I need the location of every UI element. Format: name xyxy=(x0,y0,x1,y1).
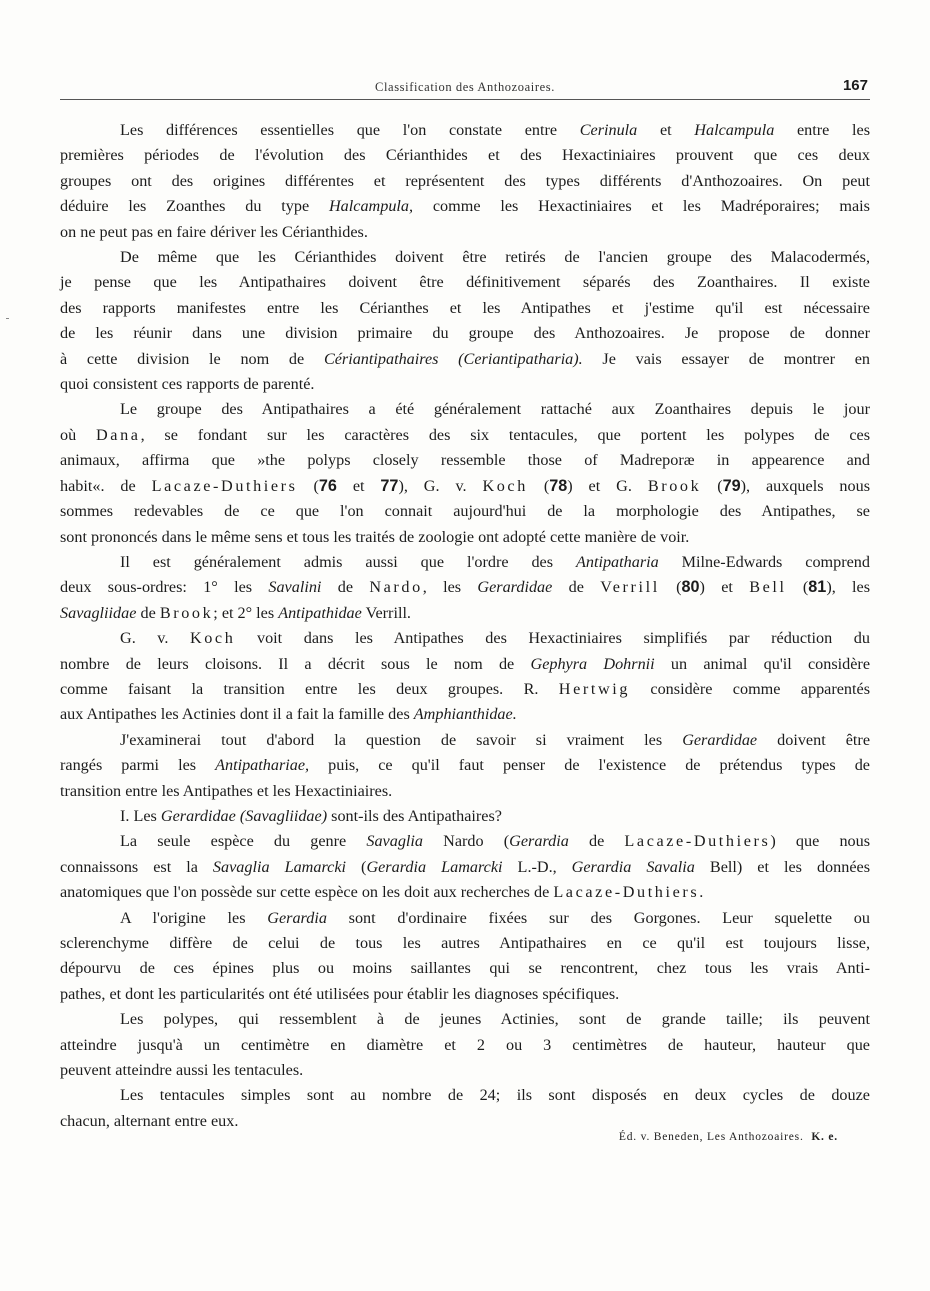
text-line xyxy=(60,296,870,321)
text-run: ) et G. xyxy=(567,476,648,495)
text-line xyxy=(60,906,870,931)
text-line xyxy=(60,702,870,727)
text-line xyxy=(60,829,870,854)
text-run: où xyxy=(60,425,96,444)
text-run: ), les xyxy=(826,578,871,597)
text-run: , se fondant sur les caractères des six tentacules, que portent les polypes de ces xyxy=(140,425,870,444)
text-run: Milne-Edwards comprend xyxy=(658,552,870,571)
text-line xyxy=(60,855,870,880)
author-name: Lacaze-Duthiers xyxy=(624,832,771,851)
text-run: J'examinerai tout d'abord la question de savoir si vraiment les xyxy=(120,730,683,749)
text-run: ), auxquels nous xyxy=(740,476,871,495)
text-run: ( xyxy=(659,578,682,597)
text-run: sommes redevables de ce que l'on connait aujourd'hui de la morphologie des Antipathes, se xyxy=(60,502,870,521)
paragraph xyxy=(60,906,870,1008)
text-line xyxy=(60,880,870,905)
text-run: sont prononcés dans le même sens et tous les traités de zoologie ont adopté cette manière de voir. xyxy=(60,527,690,546)
footer-signature xyxy=(619,1131,838,1143)
text-run: ( xyxy=(297,476,319,495)
italic-term: Savalini xyxy=(268,578,322,597)
italic-term: Halcampula xyxy=(694,121,775,139)
text-line xyxy=(60,448,870,473)
text-line xyxy=(60,1007,870,1032)
text-run: nombre de leurs cloisons. Il a décrit sous le nom de xyxy=(60,654,531,673)
text-line xyxy=(60,321,870,346)
text-line xyxy=(60,245,870,270)
text-run: Les tentacules simples sont au nombre de 24; ils sont disposés en deux cycles de douze xyxy=(120,1086,870,1105)
text-run: déduire les Zoanthes du type xyxy=(60,197,329,216)
text-run: de xyxy=(552,578,601,597)
author-name: Brook xyxy=(647,476,702,495)
italic-term: Cerinula xyxy=(579,121,638,139)
text-run: Verrill. xyxy=(361,603,411,622)
page-number: 167 xyxy=(842,77,868,94)
text-line xyxy=(60,194,870,219)
author-name: Dana xyxy=(96,425,141,444)
text-run: Je vais essayer de montrer en xyxy=(582,349,870,368)
text-run: , les xyxy=(422,578,478,597)
italic-term: Antipathariae, xyxy=(215,756,310,775)
paragraph xyxy=(60,397,870,549)
text-line xyxy=(60,1083,870,1108)
text-run: transition entre les Antipathes et les Hexactiniaires. xyxy=(60,781,393,800)
text-run: et xyxy=(336,476,381,495)
running-header xyxy=(60,79,870,100)
italic-term: Savagliidae xyxy=(60,603,137,622)
text-run: pathes, et dont les particularités ont été utilisées pour établir les diagnoses spécifiques. xyxy=(60,984,620,1003)
text-line xyxy=(60,677,870,702)
text-line xyxy=(60,372,870,397)
paragraph xyxy=(60,550,870,626)
text-run: connaissons est la xyxy=(60,857,213,876)
text-run: de xyxy=(568,832,625,851)
text-run: ( xyxy=(701,476,723,495)
text-run: atteindre jusqu'à un centimètre en diamètre et 2 ou 3 centimètres de hauteur, hauteur que xyxy=(60,1035,870,1054)
text-run: A l'origine les xyxy=(120,908,268,927)
text-run: un animal qu'il considère xyxy=(654,654,871,673)
paragraph xyxy=(60,245,870,397)
text-run: animaux, affirma que »the polyps closely ressemble those of Madreporæ in appearence and xyxy=(60,451,870,470)
text-run: comme les Hexactiniaires et les Madréporaires; mais xyxy=(413,197,870,216)
reference-number: 80 xyxy=(681,578,700,597)
paragraph xyxy=(60,1007,870,1083)
text-run: comme faisant la transition entre les deux groupes. R. xyxy=(60,679,559,698)
italic-term: Gephyra Dohrnii xyxy=(530,654,655,673)
italic-term: Gerardidae xyxy=(682,730,758,749)
text-line xyxy=(60,550,870,575)
author-name: Brook xyxy=(159,603,214,622)
text-run: ) que nous xyxy=(770,832,871,851)
text-run: Les différences essentielles que l'on constate entre xyxy=(120,121,580,139)
reference-number: 79 xyxy=(722,476,741,495)
italic-term: Gerardia Lamarcki xyxy=(366,857,503,876)
text-run: considère comme apparentés xyxy=(630,679,870,698)
running-title: Classification des Anthozoaires. xyxy=(375,80,555,94)
text-run: et xyxy=(637,121,695,139)
text-line xyxy=(60,270,870,295)
text-run: La seule espèce du genre xyxy=(120,832,367,851)
author-name: Verrill xyxy=(600,578,660,597)
text-line xyxy=(60,575,870,600)
text-run: sont d'ordinaire fixées sur des Gorgones. Leur squelette ou xyxy=(326,908,870,927)
text-run: de xyxy=(136,603,160,622)
italic-term: Gerardia Savalia xyxy=(571,857,695,876)
italic-term: Gerardia xyxy=(267,908,327,927)
italic-term: Gerardidae (Savagliidae) xyxy=(160,806,328,825)
author-name: Nardo xyxy=(369,578,423,597)
text-run: Il est généralement admis aussi que l'ordre des xyxy=(120,552,576,571)
italic-term: Savaglia xyxy=(366,832,424,851)
footer-signature-mark: K. e. xyxy=(811,1131,838,1143)
text-run: ), G. v. xyxy=(398,476,483,495)
text-run: rangés parmi les xyxy=(60,756,216,775)
text-run: ( xyxy=(527,476,550,495)
text-run: Le groupe des Antipathaires a été généralement rattaché aux Zoanthaires depuis le jour xyxy=(120,400,870,419)
text-line xyxy=(60,499,870,524)
author-name: Koch xyxy=(482,476,528,495)
text-run: chacun, alternant entre eux. xyxy=(60,1111,239,1130)
italic-term: Antipatharia xyxy=(575,552,659,571)
text-line xyxy=(60,982,870,1007)
paragraph xyxy=(60,829,870,905)
text-run: de xyxy=(321,578,370,597)
text-line xyxy=(60,397,870,422)
text-line xyxy=(60,474,870,499)
italic-term: Gerardidae xyxy=(477,578,553,597)
text-line xyxy=(60,143,870,168)
text-run: quoi consistent ces rapports de parenté. xyxy=(60,375,315,394)
text-run: des rapports manifestes entre les Cérianthes et les Antipathes et j'estime qu'il est nécessaire xyxy=(60,298,870,317)
text-line xyxy=(60,220,870,245)
text-run: on ne peut pas en faire dériver les Cérianthides. xyxy=(60,222,368,241)
text-run: anatomiques que l'on possède sur cette espèce on les doit aux recherches de xyxy=(60,883,554,902)
text-run: ( xyxy=(346,857,367,876)
text-run: à cette division le nom de xyxy=(60,349,324,368)
author-name: Bell xyxy=(749,578,787,597)
text-run: G. v. xyxy=(120,629,190,648)
author-name: Lacaze-Duthiers xyxy=(151,476,298,495)
text-run: ; et 2° les xyxy=(213,603,279,622)
reference-number: 81 xyxy=(808,578,827,597)
reference-number: 77 xyxy=(380,476,399,495)
reference-number: 76 xyxy=(318,476,337,495)
text-line xyxy=(60,423,870,448)
text-run: doivent être xyxy=(757,730,871,749)
text-run: deux sous-ordres: 1° les xyxy=(60,578,269,597)
text-line xyxy=(60,347,870,372)
text-run: entre les xyxy=(774,121,870,139)
text-run: sont-ils des Antipathaires? xyxy=(327,806,502,825)
text-run: Bell) et les données xyxy=(694,857,870,876)
author-name: Hertwig xyxy=(558,679,631,698)
paragraph xyxy=(60,1083,870,1134)
footer-text: Éd. v. Beneden, Les Anthozoaires. xyxy=(618,1131,804,1143)
italic-term: Halcampula, xyxy=(328,197,414,216)
body-text xyxy=(60,118,870,1134)
text-line xyxy=(60,652,870,677)
paragraph xyxy=(60,728,870,804)
text-run: premières périodes de l'évolution des Cérianthides et des Hexactiniaires prouvent que ces deux xyxy=(60,146,870,165)
text-run: voit dans les Antipathes des Hexactiniaires simplifiés par réduction du xyxy=(235,629,870,648)
italic-term: Cériantipathaires (Ceriantipatharia). xyxy=(323,349,583,368)
text-run: . xyxy=(699,883,704,902)
author-name: Lacaze-Duthiers xyxy=(553,883,700,902)
text-run: puis, ce qu'il faut penser de l'existence de prétendus types de xyxy=(309,756,870,775)
text-line xyxy=(60,169,870,194)
text-line xyxy=(60,753,870,778)
text-run: habit«. de xyxy=(60,476,152,495)
text-line xyxy=(60,779,870,804)
text-run: peuvent atteindre aussi les tentacules. xyxy=(60,1061,304,1080)
text-line xyxy=(60,626,870,651)
italic-term: Antipathidae xyxy=(278,603,362,622)
text-run: Les polypes, qui ressemblent à de jeunes Actinies, sont de grande taille; ils peuvent xyxy=(120,1010,870,1029)
italic-term: Gerardia xyxy=(509,832,569,851)
paragraph xyxy=(60,118,870,245)
text-run: aux Antipathes les Actinies dont il a fait la famille des xyxy=(60,705,414,724)
text-line xyxy=(60,525,870,550)
reference-number: 78 xyxy=(549,476,568,495)
text-line xyxy=(60,1058,870,1083)
text-run: dépourvu de ces épines plus ou moins saillantes qui se rencontrent, chez tous les vrais Anti- xyxy=(60,959,870,978)
margin-mark xyxy=(6,318,9,319)
text-run: je pense que les Antipathaires doivent être définitivement séparés des Zoanthaires. Il existe xyxy=(60,273,870,292)
text-line xyxy=(60,931,870,956)
text-run: ( xyxy=(786,578,809,597)
text-line xyxy=(60,1033,870,1058)
text-run: L.-D., xyxy=(502,857,572,876)
text-line xyxy=(60,956,870,981)
italic-term: Amphianthidae. xyxy=(413,705,517,724)
text-line xyxy=(60,804,870,829)
text-run: ) et xyxy=(699,578,750,597)
text-run: De même que les Cérianthides doivent être retirés de l'ancien groupe des Malacodermés, xyxy=(120,248,870,267)
text-line xyxy=(60,118,870,143)
text-run: groupes ont des origines différentes et représentent des types différents d'Anthozoaires. On peut xyxy=(60,171,870,190)
paragraph xyxy=(60,804,870,829)
text-line xyxy=(60,601,870,626)
text-line xyxy=(60,728,870,753)
text-run: Nardo ( xyxy=(423,832,510,851)
author-name: Koch xyxy=(189,629,236,648)
paragraph xyxy=(60,626,870,728)
text-run: de les réunir dans une division primaire du groupe des Anthozoaires. Je propose de donner xyxy=(60,324,870,343)
italic-term: Savaglia Lamarcki xyxy=(212,857,347,876)
text-run: sclerenchyme diffère de celui de tous les autres Antipathaires en ce qu'il est toujours lisse, xyxy=(60,934,870,952)
text-run: I. Les xyxy=(120,806,161,825)
